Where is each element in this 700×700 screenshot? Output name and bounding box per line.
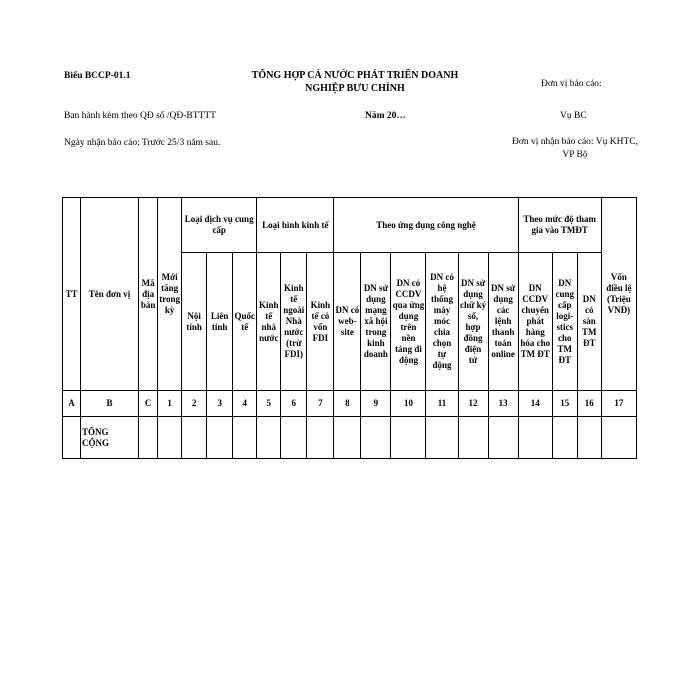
total-empty-cell[interactable]	[458, 417, 488, 459]
index-cell: 12	[458, 391, 488, 417]
total-empty-cell[interactable]	[257, 417, 281, 459]
total-empty-cell[interactable]	[63, 417, 81, 459]
report-title: TỔNG HỢP CẢ NƯỚC PHÁT TRIỂN DOANH NGHIỆP BƯU CHÍNH	[251, 70, 459, 94]
index-cell: 8	[334, 391, 361, 417]
total-empty-cell[interactable]	[518, 417, 552, 459]
subcol-header: DN sử dụng chữ ký số, hợp đồng điện tử	[458, 253, 488, 391]
year-label: Năm 20…	[365, 111, 406, 121]
total-empty-cell[interactable]	[552, 417, 577, 459]
col-tt-header: TT	[63, 198, 81, 391]
total-empty-cell[interactable]	[307, 417, 334, 459]
receiving-unit-label: Đơn vị nhận báo cáo: Vụ KHTC, VP Bộ	[512, 137, 638, 160]
report-table	[62, 197, 637, 459]
subcol-header: DN có hệ thống máy móc chia chọn tự động	[426, 253, 458, 391]
col-area-code-header: Mã địa bàn	[139, 198, 158, 391]
total-empty-cell[interactable]	[182, 417, 207, 459]
index-cell: 10	[391, 391, 426, 417]
subcol-header: DN cung cấp logi-stics cho TM ĐT	[552, 253, 577, 391]
subcol-header: Quốc tế	[233, 253, 257, 391]
group-service-type-header: Loại dịch vụ cung cấp	[182, 198, 257, 253]
department-label: Vụ BC	[560, 111, 587, 121]
index-cell: 16	[577, 391, 601, 417]
subcol-header: DN sử dụng mạng xã hội trong kinh doanh	[361, 253, 391, 391]
total-empty-cell[interactable]	[488, 417, 518, 459]
total-empty-cell[interactable]	[391, 417, 426, 459]
receive-date-text: Ngày nhận báo cáo: Trước 25/3 năm sau.	[64, 138, 221, 148]
index-cell: 4	[233, 391, 257, 417]
index-cell: 7	[307, 391, 334, 417]
subcol-header: DN sử dụng các lệnh thanh toán online	[488, 253, 518, 391]
index-cell: 17	[601, 391, 636, 417]
group-technology-header: Theo ứng dụng công nghệ	[334, 198, 518, 253]
reporting-unit-label: Đơn vị báo cáo:	[541, 79, 602, 89]
issued-by-text: Ban hành kèm theo QĐ số /QĐ-BTTTT	[64, 111, 216, 121]
index-cell: 6	[281, 391, 307, 417]
index-cell: 9	[361, 391, 391, 417]
index-cell: C	[139, 391, 158, 417]
index-cell: 1	[158, 391, 182, 417]
index-cell: 13	[488, 391, 518, 417]
col-capital-header: Vốn điều lệ (Triệu VNĐ)	[601, 198, 636, 391]
group-business-type-header: Loại hình kinh tế	[257, 198, 334, 253]
subcol-header: DN có sàn TM ĐT	[577, 253, 601, 391]
total-label: TỔNG CỘNG	[81, 417, 139, 459]
total-row	[63, 417, 637, 459]
total-empty-cell[interactable]	[207, 417, 233, 459]
index-row	[63, 391, 637, 417]
subcol-header: Kinh tế nhà nước	[257, 253, 281, 391]
total-empty-cell[interactable]	[158, 417, 182, 459]
total-empty-cell[interactable]	[601, 417, 636, 459]
group-ecommerce-header: Theo mức độ tham gia vào TMĐT	[518, 198, 601, 253]
index-cell: A	[63, 391, 81, 417]
subcol-header: DN CCDV chuyển phát hàng hóa cho TM ĐT	[518, 253, 552, 391]
col-unit-name-header: Tên đơn vị	[81, 198, 139, 391]
index-cell: 11	[426, 391, 458, 417]
subcol-header: Liên tỉnh	[207, 253, 233, 391]
header-row-groups	[63, 198, 637, 253]
subcol-header: Nội tỉnh	[182, 253, 207, 391]
form-code: Biểu BCCP-01.1	[64, 71, 131, 81]
total-empty-cell[interactable]	[233, 417, 257, 459]
subcol-header: DN có web-site	[334, 253, 361, 391]
total-empty-cell[interactable]	[577, 417, 601, 459]
subcol-header: Kinh tế có vốn FDI	[307, 253, 334, 391]
total-empty-cell[interactable]	[361, 417, 391, 459]
total-empty-cell[interactable]	[139, 417, 158, 459]
total-empty-cell[interactable]	[334, 417, 361, 459]
index-cell: 5	[257, 391, 281, 417]
total-empty-cell[interactable]	[426, 417, 458, 459]
index-cell: 2	[182, 391, 207, 417]
col-new-increase-header: Mới tăng trong kỳ	[158, 198, 182, 391]
index-cell: 14	[518, 391, 552, 417]
subcol-header: DN có CCDV qua ứng dụng trên nền tảng di động	[391, 253, 426, 391]
index-cell: 3	[207, 391, 233, 417]
index-cell: 15	[552, 391, 577, 417]
subcol-header: Kinh tế ngoài Nhà nước (trừ FDI)	[281, 253, 307, 391]
index-cell: B	[81, 391, 139, 417]
total-empty-cell[interactable]	[281, 417, 307, 459]
